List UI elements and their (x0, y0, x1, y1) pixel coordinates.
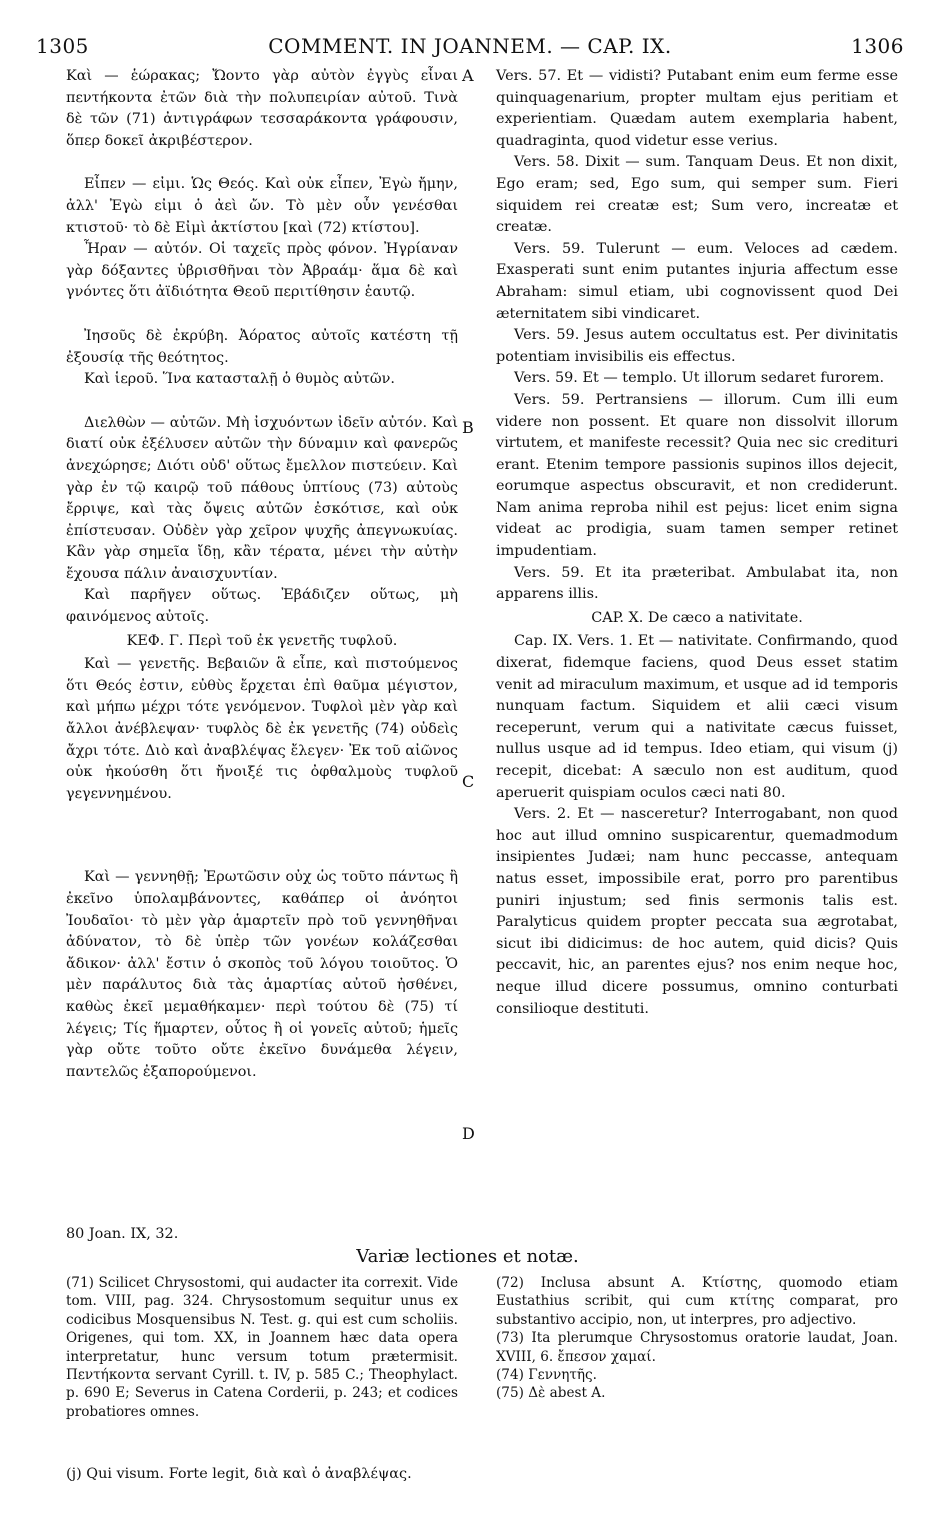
greek-paragraph: Ἰησοῦς δὲ ἐκρύβη. Ἀόρατος αὐτοῖς κατέστη τῇ ἐξουσίᾳ τῆς θεότητος. (66, 327, 458, 366)
latin-paragraph: Vers. 59. Pertransiens — illorum. Cum illi eum videre non possent. Et quare non dissolvit illorum virtutem, et manifeste recessit? Quia nec sic credituri erant. Etenim tempore passionis supinos illos dejecit, eorumque aspectus obscuravit, et non crediderunt. Nam anima reproba nihil est pejus: licet enim signa videat ac prodigia, suam tamen semper retinet impudentiam. (496, 391, 898, 560)
latin-paragraph: Vers. 57. Et — vidisti? Putabant enim eum ferme esse quinquagenarium, propter multam ejus peritiam et experientiam. Quædam autem exemplaria habent, quadraginta, quod videtur esse verius. (496, 68, 898, 149)
note-item: (73) Ita plerumque Chrysostomus oratorie laudat, Joan. XVIII, 6. ἔπεσον χαμαί. (496, 1330, 898, 1365)
note-item: (74) Γεννητῆς. (496, 1367, 597, 1384)
greek-column (66, 66, 458, 1083)
running-title: COMMENT. IN JOANNEM. — CAP. IX. (268, 34, 672, 58)
note-item: (75) Δὲ abest A. (496, 1385, 606, 1402)
note-item: (72) Inclusa absunt A. Κτίστης, quomodo etiam Eustathius scribit, qui cum κτίτης comparat, pro substantivo accipio, non, ut interpres, pro adjectivo. (496, 1275, 898, 1328)
latin-column (496, 66, 898, 1020)
latin-paragraph: Vers. 58. Dixit — sum. Tanquam Deus. Et non dixit, Ego eram; sed, Ego sum, qui semper sum. Fieri siquidem rei creatæ est; Sum vero, increatæ et creatæ. (496, 154, 898, 236)
greek-paragraph: Καὶ — γενετῆς. Βεβαιῶν ἃ εἶπε, καὶ πιστούμενος ὅτι Θεός ἐστιν, εὐθὺς ἔρχεται ἐπὶ θαῦμα μέγιστον, καὶ μήπω μέχρι τότε γενόμενον. Τυφλοὶ μὲν γὰρ καὶ ἄλλοι ἀνέβλεψαν· τυφλὸς δὲ ἐκ γενετῆς (74) οὐδεὶς ἄχρι τότε. Διὸ καὶ ἀναβλέψας ἔλεγεν· Ἐκ τοῦ αἰῶνος οὐκ ἠκούσθη ὅτι ἤνοιξέ τις ὀφθαλμοὺς τυφλοῦ γεγεννημένου. (66, 656, 458, 802)
margin-letter-d: D (462, 1124, 475, 1143)
latin-paragraph: Vers. 59. Tulerunt — eum. Veloces ad cædem. Exasperati sunt enim putantes injuria affectum esse Abraham: simul etiam, ubi cognovissent quod Dei æternitatem sibi vindicaret. (496, 240, 898, 322)
running-header (36, 34, 904, 60)
greek-paragraph: Καὶ — ἑώρακας; Ὤοντο γὰρ αὐτὸν ἐγγὺς εἶναι πεντήκοντα ἐτῶν διὰ τὴν πολυπειρίαν αὐτοῦ. Τινὰ δὲ τῶν (71) ἀντιγράφων τεσσαράκοντα γράφουσιν, ὅπερ δοκεῖ ἀκριβέστερον. (66, 68, 458, 149)
greek-chapter-heading: ΚΕΦ. Γ. Περὶ τοῦ ἐκ γενετῆς τυφλοῦ. (126, 632, 398, 649)
latin-paragraph: Cap. IX. Vers. 1. Et — nativitate. Confirmando, quod dixerat, fidemque faciens, quod Deus esset statim venit ad miraculum maximum, et usque ad id temporis nunquam factum. Siquidem et alii cæci visum receperunt, verum qui a nativitate cæcus fuisset, nullus usque ad id tempus. Ideo etiam, qui visum (j) recepit, dicebat: A sæculo non est auditum, quod aperuerit quispiam oculos cæci nati 80. (496, 633, 898, 801)
margin-letter-b: B (462, 418, 474, 437)
latin-paragraph: Vers. 2. Et — nasceretur? Interrogabant, non quod hoc aut illud omnino suspicarentur, quemadmodum insipientes Judæi; nam hunc peccasse, antequam natus esset, impossibile erat, porro pro parentibus puniri injustum; sed finis sermonis talis est. Paralyticus quidem propter peccata sua ægrotabat, sicut ibi didicimus: de hoc autem, quid dicis? Quis peccavit, hic, an parentes ejus? nos enim neque hoc, neque illud dicere possumus, omnino conturbati consilioque destituti. (496, 806, 898, 1017)
bottom-note: (j) Qui visum. Forte legit, διὰ καὶ ὁ ἀναβλέψας. (66, 1466, 412, 1482)
greek-paragraph: Καὶ παρῆγεν οὕτως. Ἐβάδιζεν οὕτως, μὴ φαινόμενος αὐτοῖς. (66, 587, 458, 626)
note-item: (71) Scilicet Chrysostomi, qui audacter ita correxit. Vide tom. VIII, pag. 324. Chrysostomum sequitur unus ex codicibus Mosquensibus N. Test. g. qui est cum scholiis. Origenes, qui tom. XX, in Joannem hæc data opera interpretatur, hunc versum totum prætermisit. Πεντήκοντα servant Cyrill. t. IV, p. 585 C.; Theophylact. p. 690 E; Severus in Catena Corderii, p. 243; et codices probatiores omnes. (66, 1275, 458, 1420)
latin-paragraph: Vers. 59. Et ita præteribat. Ambulabat ita, non apparens illis. (496, 564, 898, 603)
greek-paragraph: Καὶ — γεννηθῇ; Ἐρωτῶσιν οὐχ ὡς τοῦτο πάντως ἢ ἐκεῖνο ὑπολαμβάνοντες, καθάπερ οἱ ἀνόητοι Ἰουδαῖοι· τὸ μὲν γὰρ ἁμαρτεῖν πρὸ τοῦ γεννηθῆναι ἀδύνατον, τὸ δὲ ὑπὲρ τῶν γονέων κολάζεσθαι ἄδικον· ἀλλ' ἔστιν ὁ σκοπὸς τοῦ λόγου τοιοῦτος. Ὁ μὲν παράλυτος διὰ τὰς ἁμαρτίας αὐτοῦ ἠσθένει, καθὼς ἐκεῖ μεμαθήκαμεν· περὶ τούτου δὲ (75) τί λέγεις; Τίς ἥμαρτεν, οὗτος ἢ οἱ γονεῖς αὐτοῦ; ἡμεῖς γὰρ οὔτε τοῦτο οὔτε ἐκεῖνο δυνάμεθα λέγειν, παντελῶς ἐξαπορούμενοι. (66, 869, 458, 1080)
latin-paragraph: Vers. 59. Jesus autem occultatus est. Per divinitatis potentiam invisibilis eis effectus. (496, 327, 898, 365)
latin-chapter-heading: CAP. X. De cæco a nativitate. (591, 609, 803, 626)
footnote: 80 Joan. IX, 32. (66, 1226, 179, 1242)
greek-paragraph: Εἶπεν — εἰμι. Ὡς Θεός. Καὶ οὐκ εἶπεν, Ἐγὼ ἤμην, ἀλλ' Ἐγὼ εἰμι ὁ ἀεὶ ὤν. Τὸ μὲν οὖν γενέσθαι κτιστοῦ· τὸ δὲ Εἰμὶ ἀκτίστου [καὶ (72) κτίστου]. (66, 176, 458, 236)
page-number-left: 1305 (36, 34, 89, 58)
greek-paragraph: Καὶ ἱεροῦ. Ἵνα κατασταλῇ ὁ θυμὸς αὐτῶν. (84, 371, 395, 388)
greek-paragraph: Ἦραν — αὐτόν. Οἱ ταχεῖς πρὸς φόνον. Ἠγρίαναν γὰρ δόξαντες ὑβρισθῆναι τὸν Ἀβραάμ· ἅμα δὲ καὶ γνόντες ὅτι ἀϊδιότητα Θεοῦ περιτίθησιν ἑαυτῷ. (66, 241, 458, 301)
latin-paragraph: Vers. 59. Et — templo. Ut illorum sedaret furorem. (514, 370, 885, 387)
notes-right-column (496, 1274, 898, 1403)
page-number-right: 1306 (851, 34, 904, 58)
notes-left-column (66, 1274, 458, 1421)
variae-lectiones-heading: Variæ lectiones et notæ. (356, 1246, 579, 1267)
margin-letter-c: C (462, 772, 475, 791)
greek-paragraph: Διελθὼν — αὐτῶν. Μὴ ἰσχυόντων ἰδεῖν αὐτόν. Καὶ διατί οὐκ ἐξέλυσεν αὐτῶν τὴν δύναμιν καὶ φανερῶς ἀνεχώρησε; Διότι οὐδ' οὕτως ἔμελλον πιστεύειν. Καὶ γὰρ ἐν τῷ καιρῷ τοῦ πάθους ὑπτίους (73) αὐτοὺς ἔρριψε, καὶ τὰς ὄψεις αὐτῶν ἐσκότισε, καὶ οὐκ ἐπίστευσαν. Οὐδὲν γὰρ χεῖρον ψυχῆς ἀπεγνωκυίας. Κἂν γὰρ σημεῖα ἴδῃ, κἂν τέρατα, μένει τὴν αὐτὴν ἔχουσα πάλιν ἀναισχυντίαν. (66, 414, 458, 582)
margin-letter-a: A (462, 66, 474, 85)
